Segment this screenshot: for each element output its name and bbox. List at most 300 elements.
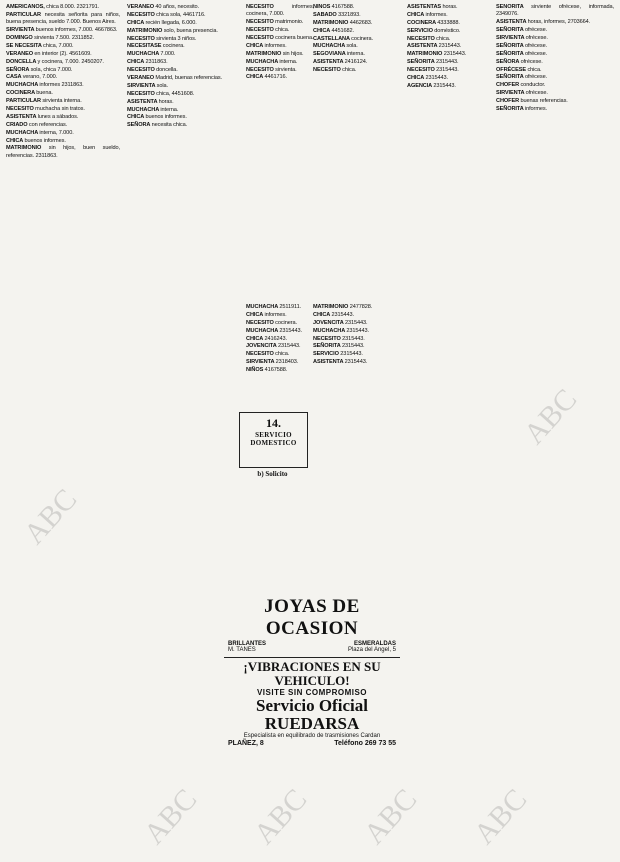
classified-ad — [6, 82, 120, 89]
classified-ad — [313, 359, 379, 366]
ad-keyword: ASISTENTA — [127, 98, 159, 105]
ad-keyword: SERVICIO — [313, 351, 341, 358]
ad-keyword: SEÑORA — [496, 58, 521, 65]
ad-keyword: MUCHACHA — [127, 106, 161, 113]
ad-text: 2318403. — [275, 359, 299, 366]
ad-keyword: CHICA — [246, 335, 265, 342]
ad-keyword: NIÑOS — [246, 367, 265, 374]
ad-keyword: CASA — [6, 74, 23, 81]
ad-text: muchacha sin tratos. — [35, 105, 85, 112]
ad-text: verano, 7.000. — [22, 74, 58, 81]
ad-keyword: ASISTENTA — [407, 43, 439, 50]
ad-keyword: NECESITASE — [127, 43, 163, 50]
watermark-5: ABC — [467, 782, 534, 851]
ad-joyas-address — [224, 647, 400, 653]
classified-ad — [496, 74, 614, 81]
ad-keyword: NIÑOS — [313, 4, 332, 10]
ad-text: interna. — [160, 106, 179, 113]
classified-ad — [127, 75, 239, 82]
classified-ad — [6, 130, 120, 137]
classified-ad — [127, 122, 239, 129]
classified-ad — [246, 304, 312, 311]
ad-keyword: MATRIMONIO — [246, 50, 283, 57]
ad-text: ofrécese. — [524, 27, 548, 34]
ad-text: 2315443. — [443, 51, 467, 58]
ad-text: informes. — [264, 311, 287, 318]
classified-ad — [407, 75, 495, 82]
ad-text: cocinera. — [351, 35, 373, 42]
ad-text: y cocinera, 7.000. 2450207. — [37, 58, 104, 65]
classified-ad — [127, 114, 239, 121]
ad-keyword: MUCHACHA — [246, 304, 280, 310]
ad-keyword: NECESITO — [246, 19, 276, 26]
classified-ad — [127, 43, 239, 50]
ad-text: conductor. — [520, 82, 546, 89]
classified-ad — [407, 83, 495, 90]
ad-keyword: NECESITO — [246, 351, 276, 358]
ad-text: sirvienta interna. — [42, 98, 82, 105]
ad-keyword: NECESITO — [313, 335, 343, 342]
ad-keyword: CHICA — [313, 311, 332, 318]
classified-ad — [313, 343, 379, 350]
ad-keyword: SEÑORITA — [496, 42, 525, 49]
classified-ad — [6, 43, 120, 50]
classified-ad — [6, 114, 120, 121]
ad-keyword: NECESITO — [127, 11, 157, 18]
ad-text: ofrécese. — [524, 74, 548, 81]
classified-ad — [496, 98, 614, 105]
ad-text: interna. — [346, 51, 365, 58]
classified-ad — [127, 83, 239, 90]
ad-keyword: NECESITO — [127, 90, 157, 97]
classified-ad — [313, 312, 379, 319]
ad-text: informes. — [524, 105, 548, 112]
ad-brillantes: BRILLANTES — [228, 641, 266, 647]
ad-keyword: CHOFER — [496, 82, 521, 89]
watermark-1: ABC — [17, 482, 84, 551]
ad-text: 3321893. — [338, 11, 361, 18]
ad-text: sin hijos, buen sueldo, referencias. 2311863. — [6, 145, 120, 159]
ad-address — [224, 740, 400, 747]
classified-ad — [246, 43, 314, 50]
classified-ad — [246, 27, 314, 34]
ad-text: 2315443. — [277, 343, 301, 350]
ad-keyword: CHOFER — [496, 98, 521, 105]
ad-text: sirviente ofrécese, informada, 2349076. — [496, 4, 614, 18]
classified-ad — [6, 59, 120, 66]
ad-phone: Teléfono 269 73 55 — [334, 740, 396, 747]
ad-keyword: CASTELLANA — [313, 35, 352, 42]
ad-keyword: SE NECESITA — [6, 42, 44, 49]
classified-ad — [246, 74, 314, 81]
ad-text: interna. — [279, 58, 298, 65]
ad-text: buena. — [36, 90, 53, 97]
classified-ad — [313, 336, 379, 343]
ad-keyword: SEÑORA — [6, 66, 31, 73]
ad-keyword: SABADO — [313, 11, 339, 18]
ad-street: PLAÑEZ, 8 — [228, 740, 264, 747]
ad-text: ofrécese. — [525, 34, 548, 41]
ad-keyword: JOVENCITA — [313, 319, 345, 326]
classified-ad — [313, 304, 379, 311]
classified-ad — [127, 12, 239, 19]
ad-keyword: SEÑORITA — [496, 27, 525, 34]
classified-ad — [313, 28, 379, 35]
section-heading-box — [239, 412, 308, 468]
classified-ad — [246, 351, 312, 358]
classified-ad — [313, 43, 379, 50]
classified-ad — [407, 59, 495, 66]
watermark-6: ABC — [517, 382, 584, 451]
ad-keyword: VERANEO — [127, 4, 156, 10]
classified-ad — [496, 35, 614, 42]
ad-text: necesita chica. — [151, 122, 188, 129]
classified-ad — [496, 90, 614, 97]
classified-ad — [407, 28, 495, 35]
classified-ad — [246, 312, 312, 319]
ad-text: 2315443. — [425, 75, 448, 82]
ad-text: 2315443. — [435, 59, 459, 66]
ad-keyword: CHICA — [127, 59, 146, 66]
ad-keyword: MATRIMONIO — [6, 145, 49, 152]
ad-keyword: JOVENCITA — [246, 343, 278, 350]
ad-text: chica. — [436, 35, 451, 42]
ad-text: horas, informes, 2703664. — [527, 19, 591, 26]
ad-keyword: MUCHACHA — [246, 58, 280, 65]
classified-ad — [6, 106, 120, 113]
ad-text: matrimonio. — [275, 19, 304, 26]
classified-ad — [6, 51, 120, 58]
ad-keyword: NECESITO — [246, 66, 276, 73]
ad-text: 2315443. — [438, 43, 462, 50]
ad-text: 2511911. — [279, 304, 302, 310]
ad-joyas-headline: JOYAS DE OCASION — [264, 596, 360, 639]
ad-keyword: SEGOVIANA — [313, 51, 347, 58]
ad-text: sirvienta 7.500. 2311852. — [34, 34, 95, 41]
display-ad — [224, 594, 400, 856]
column-2 — [127, 4, 239, 856]
ad-keyword: MATRIMONIO — [313, 19, 350, 26]
ad-keyword: SEÑORITA — [496, 74, 525, 81]
classified-ad — [313, 59, 379, 66]
classified-ad — [246, 59, 314, 66]
classified-ad — [407, 12, 495, 19]
classified-ad — [407, 20, 495, 27]
ad-text: 2315443. — [344, 319, 368, 326]
ad-text: sin hijos. — [282, 50, 304, 57]
ad-text: 7.000. — [160, 51, 176, 58]
ad-text: horas. — [442, 4, 458, 10]
ad-keyword: AMERICANOS, — [6, 4, 47, 10]
ad-text: en interior (2). 4561609. — [34, 50, 92, 57]
classified-ad — [246, 328, 312, 335]
classified-ad — [6, 122, 120, 129]
classified-ad — [313, 4, 379, 11]
watermark-2: ABC — [137, 782, 204, 851]
ad-text: chica, 7.000. — [43, 42, 74, 49]
classified-ad — [246, 4, 314, 19]
ad-keyword: NECESITO — [407, 67, 437, 74]
ad-keyword: CHICA — [6, 137, 25, 144]
ad-text: sirvienta. — [275, 66, 297, 73]
ad-keyword: VERANEO — [6, 50, 35, 57]
classified-ad — [6, 27, 120, 34]
ad-text: 2416243. — [264, 335, 287, 342]
classified-ad — [313, 351, 379, 358]
ad-keyword: CRIADO — [6, 121, 29, 128]
ad-text: 4167588. — [331, 4, 355, 10]
ad-keyword: SEÑORITA — [496, 105, 525, 112]
ad-keyword: NECESITO — [246, 27, 276, 34]
ad-keyword: NECESITO — [6, 105, 36, 112]
ad-text: 2315443. — [436, 67, 459, 74]
ad-keyword: MUCHACHA — [313, 327, 347, 334]
ad-text: sirvienta 3 niños. — [156, 35, 197, 42]
column-3a — [246, 4, 314, 304]
ad-keyword: COCINERA — [6, 90, 37, 97]
ad-text: buenos informes. — [145, 114, 187, 121]
classified-ad — [246, 35, 314, 42]
classified-ad — [127, 4, 239, 11]
ad-text: necesita señorita para niños, buena presencia, sueldo 7.000. Buenos Aires. — [6, 11, 120, 26]
ad-text: buenos informes. — [24, 137, 66, 144]
ad-text: 4451682. — [331, 27, 354, 34]
ad-keyword: ASISTENTA — [6, 113, 38, 120]
ad-text: doméstico. — [434, 27, 461, 34]
ad-text: informes. — [425, 11, 448, 18]
ad-text: 2315443. — [331, 311, 354, 318]
classified-ad — [6, 138, 120, 145]
ad-keyword: OFRÉCESE — [496, 66, 528, 73]
ad-text: doncella. — [156, 67, 178, 74]
classified-ad — [246, 367, 312, 374]
ad-keyword: SEÑORITA — [496, 50, 525, 57]
classified-ad — [407, 36, 495, 43]
ad-text: 4461716. — [264, 74, 287, 81]
ad-text: sola, chica 7.000. — [30, 66, 73, 73]
ad-text: informes. — [264, 42, 287, 49]
ad-text: chica. — [342, 67, 357, 74]
ad-keyword: SEÑORITA — [313, 343, 342, 350]
ad-keyword: NECESITO — [246, 34, 276, 41]
classified-ad — [6, 12, 120, 27]
classified-ad — [246, 359, 312, 366]
ad-text: horas. — [158, 98, 174, 105]
classified-ad — [407, 4, 495, 11]
ad-keyword: CHICA — [407, 11, 426, 18]
column-3-lower-2 — [313, 304, 379, 594]
classified-ad — [313, 51, 379, 58]
ad-text: sola. — [346, 43, 358, 50]
ad-keyword: VERANEO — [127, 75, 156, 82]
ad-keyword: ASISTENTA — [313, 59, 345, 66]
classified-ad — [496, 59, 614, 66]
ad-keyword: NECESITO — [407, 35, 437, 42]
classified-ad — [407, 67, 495, 74]
ad-keyword: NECESITO — [246, 4, 292, 10]
classified-ad — [313, 12, 379, 19]
ad-keyword: SIRVIENTA — [6, 27, 36, 34]
section-title-line1: SERVICIO — [255, 431, 292, 439]
ad-text: buenos informes, 7.000. 4667863. — [35, 27, 118, 34]
ad-keyword: CHICA — [407, 75, 426, 82]
ad-text: buenas referencias. — [520, 98, 568, 105]
ad-text: 40 años, necesito. — [155, 4, 200, 10]
ad-keyword: DOMINGO — [6, 34, 35, 41]
ad-text: 2315443. — [344, 359, 368, 366]
section-title-line2: DOMESTICO — [250, 439, 297, 447]
ad-keyword: SEÑORITA — [496, 4, 532, 10]
classified-ad — [246, 51, 314, 58]
ad-text: 4462683. — [349, 19, 373, 26]
ad-keyword: MATRIMONIO — [127, 27, 164, 34]
column-4 — [407, 4, 495, 568]
classified-ad — [246, 343, 312, 350]
ad-text: 2315443. — [433, 82, 456, 89]
ad-keyword: NECESITO — [127, 67, 157, 74]
ad-text: chica. — [275, 351, 290, 358]
ad-text: ofrécese. — [525, 90, 548, 97]
classified-ad — [313, 320, 379, 327]
column-5 — [496, 4, 614, 856]
ad-text: chica 8.000. 2321791. — [46, 4, 100, 10]
ad-text: Madrid, buenas referencias. — [155, 75, 223, 82]
classified-ad — [496, 19, 614, 26]
ad-text: 2315443. — [279, 327, 302, 334]
ad-text: 2315443. — [341, 343, 365, 350]
ad-keyword: ASISTENTA — [496, 19, 528, 26]
classified-ad — [313, 20, 379, 27]
ad-text: 2311863. — [145, 59, 168, 66]
classified-ad — [6, 35, 120, 42]
ad-text: 4167588. — [264, 367, 288, 374]
ad-text: ofrécese. — [524, 50, 548, 57]
classified-ad — [246, 320, 312, 327]
ad-text: chica. — [275, 27, 290, 34]
classified-ad — [127, 99, 239, 106]
classified-ad — [127, 36, 239, 43]
classified-ad — [407, 51, 495, 58]
ad-text: cocinera. — [275, 319, 297, 326]
ad-visite: VISITE SIN COMPROMISO — [256, 688, 368, 697]
ad-keyword: ASISTENTAS — [407, 4, 443, 10]
classified-ad — [127, 67, 239, 74]
ad-keyword: DONCELLA — [6, 58, 38, 65]
ad-keyword: SIRVIENTA — [496, 90, 526, 97]
classified-ad — [127, 51, 239, 58]
classified-ad — [127, 28, 239, 35]
ad-text: recién llegada, 6.000. — [145, 19, 197, 26]
ad-keyword: PARTICULAR — [6, 11, 45, 18]
ad-keyword: COCINERA — [407, 19, 438, 26]
ad-text: ofrécese. — [520, 58, 543, 65]
ad-keyword: MUCHACHA — [6, 82, 40, 89]
ad-keyword: SIRVIENTA — [496, 34, 526, 41]
ad-keyword: CHICA — [127, 114, 146, 121]
ad-keyword: SEÑORA — [127, 122, 152, 129]
ad-keyword: MUCHACHA — [246, 327, 280, 334]
ad-text: lunes a sábados. — [37, 113, 79, 120]
ad-keyword: MUCHACHA — [313, 43, 347, 50]
ad-plaza: Plaza del Angel, 5 — [347, 647, 396, 653]
ad-keyword: MUCHACHA — [127, 51, 161, 58]
ad-text: informes, cocinera, 7.000. — [246, 4, 314, 18]
ad-text: solo, buena presencia. — [163, 27, 218, 34]
ad-keyword: CHICA — [127, 19, 146, 26]
section-number: 14. — [266, 416, 281, 430]
classified-ad — [313, 67, 379, 74]
classified-ad — [127, 91, 239, 98]
ad-keyword: CHICA — [246, 42, 265, 49]
ad-text: cocinera buena. — [275, 34, 314, 41]
ad-keyword: CHICA — [246, 311, 265, 318]
classified-ad — [246, 67, 314, 74]
ad-tanes: M. TANES — [228, 647, 256, 653]
classified-ad — [496, 67, 614, 74]
classified-ad — [6, 67, 120, 74]
classified-ad — [127, 107, 239, 114]
ad-especialista: Especialista en equilibrado de trasmisiones Cardan — [243, 733, 381, 739]
ad-keyword: CHICA — [246, 74, 265, 81]
ad-keyword: ASISTENTA — [313, 359, 345, 366]
ad-text: sola. — [156, 82, 168, 89]
ad-divider — [224, 657, 400, 658]
ad-text: 2315443. — [342, 335, 365, 342]
ad-text: 4333888. — [437, 19, 460, 26]
classified-ad — [127, 59, 239, 66]
ad-keyword: SIRVIENTA — [246, 359, 276, 366]
ad-keyword: SEÑORITA — [407, 59, 436, 66]
column-3b — [313, 4, 379, 302]
section-subtitle: b) Solicito — [257, 470, 288, 478]
classified-ad — [246, 336, 312, 343]
classified-ad — [496, 106, 614, 113]
classified-ad — [313, 328, 379, 335]
classified-ad — [313, 36, 379, 43]
classified-ad — [6, 98, 120, 105]
ad-text: informes 2311863. — [39, 82, 84, 89]
column-1 — [6, 4, 120, 856]
ad-vibraciones: ¡VIBRACIONES EN SU VEHICULO! — [243, 659, 381, 688]
ad-text: 2315443. — [346, 327, 369, 334]
ad-service-name: Servicio Oficial RUEDARSA — [256, 696, 368, 733]
ad-keyword: NECESITO — [127, 35, 157, 42]
classified-ad — [6, 145, 120, 160]
ad-keyword: NECESITO — [246, 319, 276, 326]
classified-ad — [496, 43, 614, 50]
ad-text: chica. — [527, 66, 542, 73]
ad-esmeraldas: ESMERALDAS — [353, 641, 396, 647]
ad-text: chica sola, 4461716. — [156, 11, 206, 18]
classified-ad — [6, 90, 120, 97]
classified-ad — [496, 51, 614, 58]
ad-text: 2315443. — [340, 351, 363, 358]
ad-keyword: SIRVIENTA — [127, 82, 157, 89]
ad-keyword: MUCHACHA — [6, 129, 40, 136]
ad-keyword: NECESITO — [313, 67, 343, 74]
ad-keyword: CHICA — [313, 27, 332, 34]
ad-text: cocinera. — [162, 43, 185, 50]
ad-keyword: SERVICIO — [407, 27, 435, 34]
classified-ad — [6, 4, 120, 11]
ad-keyword: PARTICULAR — [6, 98, 43, 105]
classified-ad — [496, 27, 614, 34]
classified-ad — [496, 4, 614, 19]
ad-text: 2416124. — [344, 59, 368, 66]
ad-text: con referencias. — [28, 121, 68, 128]
ad-keyword: AGENCIA — [407, 82, 434, 89]
ad-text: ofrécese. — [524, 42, 548, 49]
